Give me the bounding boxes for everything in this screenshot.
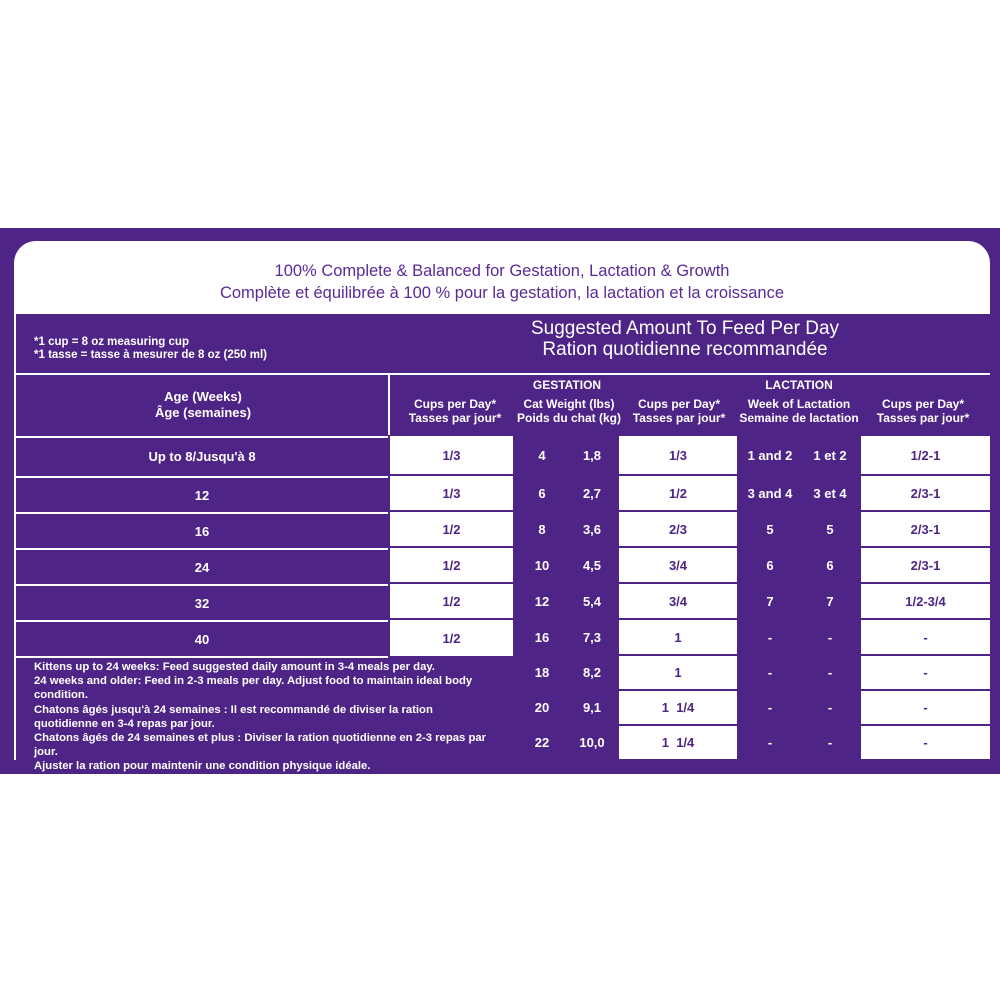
measuring-cup-footnote <box>34 336 267 362</box>
gestation-cups-cell: 2/3 <box>619 512 737 546</box>
lactation-cups-cell: 2/3-1 <box>861 512 990 546</box>
lactation-week-en-cell: 6 <box>739 548 801 582</box>
weight-kg-cell: 7,3 <box>567 620 617 654</box>
growth-age-cell: 32 <box>16 584 388 620</box>
footnote-french: *1 tasse = tasse à mesurer de 8 oz (250 ml) <box>34 349 268 361</box>
lactation-week-fr-cell: - <box>799 620 861 654</box>
age-header-english: Age (Weeks) <box>164 389 242 404</box>
gestation-cups-cell: 1 <box>619 656 737 689</box>
growth-age-cell: 12 <box>16 476 388 512</box>
lactation-cups-cell: - <box>861 656 990 689</box>
lactation-cups-header <box>864 397 982 425</box>
lactation-cups-header-english: Cups per Day* <box>881 397 965 411</box>
lactation-week-fr-cell: 6 <box>799 548 861 582</box>
gestation-cups-cell: 1 1/4 <box>619 691 737 724</box>
lactation-cups-cell: - <box>861 726 990 759</box>
weight-kg-cell: 3,6 <box>567 512 617 546</box>
lactation-cups-cell: 2/3-1 <box>861 548 990 582</box>
weight-kg-cell: 8,2 <box>567 656 617 689</box>
weight-lbs-cell: 12 <box>517 584 567 618</box>
lactation-cups-cell: 1/2-3/4 <box>861 584 990 618</box>
growth-cups-cell: 1/2 <box>390 584 513 618</box>
lactation-cups-cell: 1/2-1 <box>861 436 990 474</box>
gestation-cups-header-english: Cups per Day* <box>637 397 721 411</box>
growth-age-cell: 16 <box>16 512 388 548</box>
gestation-cups-header <box>620 397 738 425</box>
lactation-week-en-cell: 3 and 4 <box>739 476 801 510</box>
age-column-header <box>20 389 386 421</box>
weight-kg-cell: 2,7 <box>567 476 617 510</box>
section-title-french: Ration quotidienne recommandée <box>542 339 828 360</box>
title-french: Complète et équilibrée à 100 % pour la gestation, la lactation et la croissance <box>219 284 785 302</box>
lactation-cups-cell: - <box>861 620 990 654</box>
weight-kg-cell: 1,8 <box>567 436 617 474</box>
cat-weight-header-english: Cat Weight (lbs) <box>523 397 615 411</box>
weight-kg-cell: 10,0 <box>567 726 617 759</box>
section-title <box>390 318 980 360</box>
lactation-week-fr-cell: - <box>799 656 861 689</box>
section-title-english: Suggested Amount To Feed Per Day <box>530 318 840 339</box>
growth-cups-header <box>394 397 516 425</box>
note-line: quotidienne en 3-4 repas par jour. <box>34 717 215 730</box>
note-line: Chatons âgés de 24 semaines et plus : Diviser la ration quotidienne en 2-3 repas par jour. <box>34 732 487 759</box>
weight-lbs-cell: 8 <box>517 512 567 546</box>
growth-cups-cell: 1/3 <box>390 476 513 510</box>
lactation-week-fr-cell: 7 <box>799 584 861 618</box>
note-line: Kittens up to 24 weeks: Feed suggested daily amount in 3-4 meals per day. <box>34 661 435 673</box>
weight-lbs-cell: 18 <box>517 656 567 689</box>
age-header-french: Âge (semaines) <box>154 405 252 420</box>
growth-cups-cell: 1/2 <box>390 512 513 546</box>
growth-cups-header-english: Cups per Day* <box>413 397 497 411</box>
lactation-week-en-cell: 7 <box>739 584 801 618</box>
table-divider <box>388 373 390 435</box>
growth-cups-cell: 1/2 <box>390 548 513 582</box>
title-banner <box>14 241 990 314</box>
feeding-notes <box>34 660 504 774</box>
gestation-cups-cell: 1 1/4 <box>619 726 737 759</box>
lactation-cups-cell: - <box>861 691 990 724</box>
cat-weight-header-french: Poids du chat (kg) <box>516 411 621 425</box>
lactation-week-en-cell: - <box>739 726 801 759</box>
gestation-label: GESTATION <box>532 378 602 392</box>
growth-cups-cell: 1/2 <box>390 620 513 656</box>
note-line: Ajuster la ration pour maintenir une condition physique idéale. <box>34 760 371 773</box>
gestation-cups-cell: 1/2 <box>619 476 737 510</box>
growth-age-cell: Up to 8/Jusqu'à 8 <box>16 436 388 474</box>
week-of-lactation-header <box>735 397 863 425</box>
lactation-week-en-cell: - <box>739 691 801 724</box>
weight-kg-cell: 9,1 <box>567 691 617 724</box>
lactation-label: LACTATION <box>765 378 833 392</box>
gestation-cups-cell: 3/4 <box>619 548 737 582</box>
lactation-week-fr-cell: 3 et 4 <box>799 476 861 510</box>
weight-lbs-cell: 20 <box>517 691 567 724</box>
cat-weight-header <box>513 397 625 425</box>
weight-lbs-cell: 4 <box>517 436 567 474</box>
growth-age-cell: 24 <box>16 548 388 584</box>
note-line: Chatons âgés jusqu'à 24 semaines : Il est recommandé de diviser la ration <box>34 703 433 716</box>
footnote-english: *1 cup = 8 oz measuring cup <box>34 336 189 348</box>
lactation-week-en-cell: 5 <box>739 512 801 546</box>
weight-kg-cell: 5,4 <box>567 584 617 618</box>
weight-kg-cell: 4,5 <box>567 548 617 582</box>
lactation-cups-header-french: Tasses par jour* <box>876 411 970 425</box>
gestation-cups-cell: 3/4 <box>619 584 737 618</box>
title-english: 100% Complete & Balanced for Gestation, Lactation & Growth <box>274 262 730 280</box>
lactation-week-fr-cell: 1 et 2 <box>799 436 861 474</box>
gestation-cups-cell: 1 <box>619 620 737 654</box>
weight-lbs-cell: 10 <box>517 548 567 582</box>
lactation-week-en-cell: 1 and 2 <box>739 436 801 474</box>
table-top-rule <box>14 373 990 375</box>
growth-age-cell: 40 <box>16 620 388 658</box>
growth-cups-header-french: Tasses par jour* <box>408 411 502 425</box>
lactation-week-fr-cell: - <box>799 726 861 759</box>
week-header-english: Week of Lactation <box>747 397 851 411</box>
lactation-week-en-cell: - <box>739 620 801 654</box>
weight-lbs-cell: 6 <box>517 476 567 510</box>
gestation-cups-header-french: Tasses par jour* <box>632 411 726 425</box>
lactation-week-fr-cell: 5 <box>799 512 861 546</box>
lactation-week-en-cell: - <box>739 656 801 689</box>
gestation-cups-cell: 1/3 <box>619 436 737 474</box>
weight-lbs-cell: 16 <box>517 620 567 654</box>
lactation-cups-cell: 2/3-1 <box>861 476 990 510</box>
note-line: 24 weeks and older: Feed in 2-3 meals per day. Adjust food to maintain ideal body condition. <box>34 675 473 702</box>
growth-cups-cell: 1/3 <box>390 436 513 474</box>
weight-lbs-cell: 22 <box>517 726 567 759</box>
week-header-french: Semaine de lactation <box>739 411 859 425</box>
lactation-week-fr-cell: - <box>799 691 861 724</box>
